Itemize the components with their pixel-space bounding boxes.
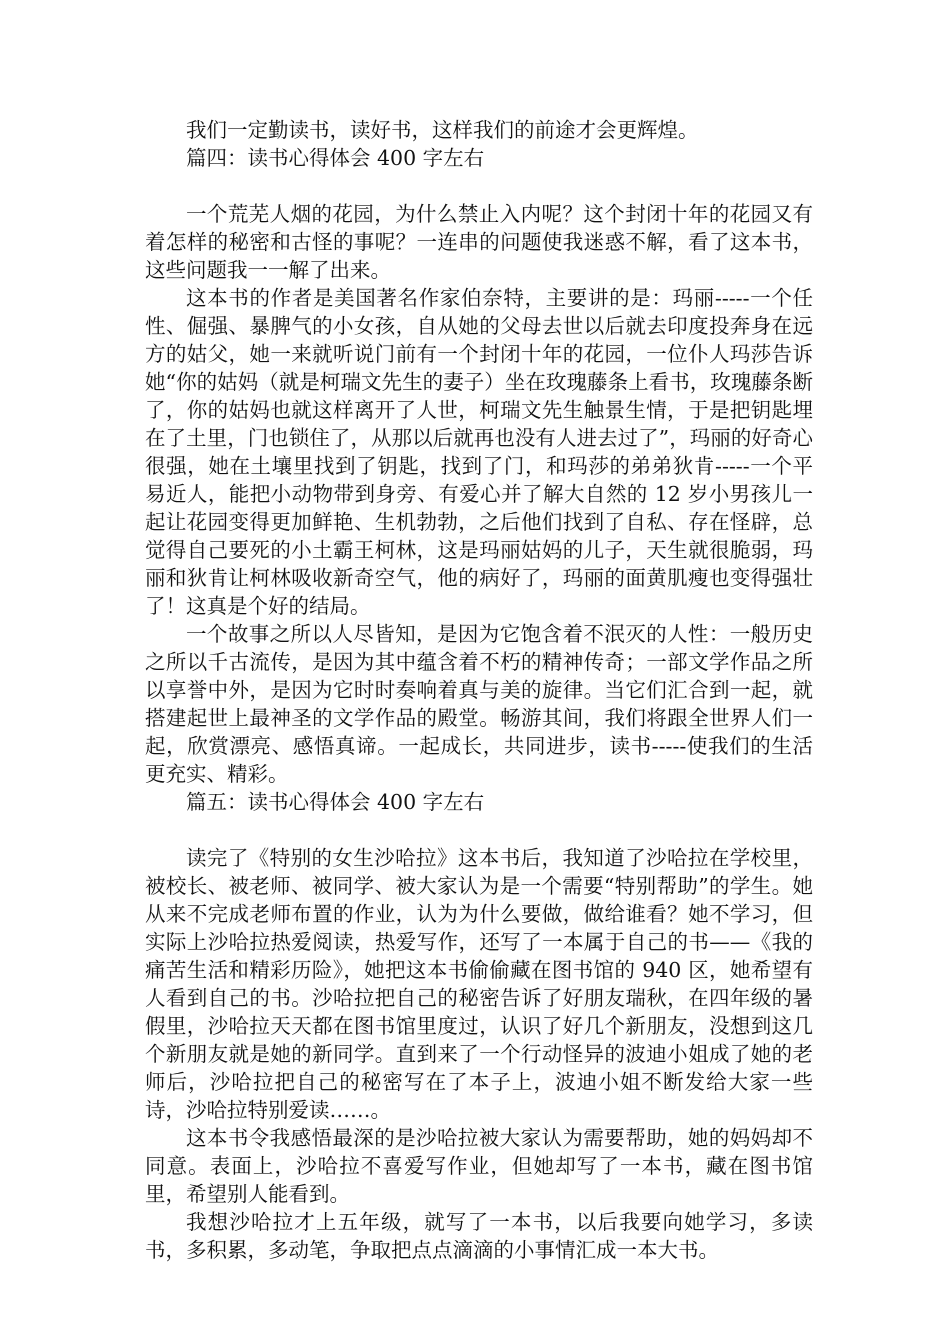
section5-heading: 篇五：读书心得体会 400 字左右 xyxy=(186,790,485,814)
section4-paragraph-2: 这本书的作者是美国著名作家伯奈特，主要讲的是：玛丽-----一个任性、倔强、暴脾气的小女孩，自从她的父母去世以后就去印度投奔身在远方的姑父，她一来就听说门前有一个封闭十年的花园，一位仆人玛莎告诉她“你的姑妈（就是柯瑞文先生的妻子）坐在玫瑰藤条上看书，玫瑰藤条断了，你的姑妈也就这样离开了人世，柯瑞文先生触景生情，于是把钥匙埋在了土里，门也锁住了，从那以后就再也没有人进去过了”，玛丽的好奇心很强，她在土壤里找到了钥匙，找到了门，和玛莎的弟弟狄肯-----一个平易近人，能把小动物带到身旁、有爱心并了解大自然的 12 岁小男孩儿一起让花园变得更加鲜艳、生机勃勃，之后他们找到了自私、存在怪辟，总觉得自己要死的小土霸王柯林，这是玛丽姑妈的儿子，天生就很脆弱，玛丽和狄肯让柯林吸收新奇空气，他的病好了，玛丽的面黄肌瘦也变得强壮了！这真是个好的结局。 xyxy=(145,286,813,618)
section5-paragraph-3: 我想沙哈拉才上五年级，就写了一本书，以后我要向她学习，多读书，多积累，多动笔，争取把点点滴滴的小事情汇成一本大书。 xyxy=(145,1210,813,1262)
section4-paragraph-3: 一个故事之所以人尽皆知，是因为它饱含着不泯灭的人性：一般历史之所以千古流传，是因为其中蕴含着不朽的精神传奇；一部文学作品之所以享誉中外，是因为它时时奏响着真与美的旋律。当它们汇合到一起，就搭建起世上最神圣的文学作品的殿堂。畅游其间，我们将跟全世界人们一起，欣赏漂亮、感悟真谛。一起成长，共同进步，读书-----使我们的生活更充实、精彩。 xyxy=(145,622,813,786)
opening-line: 我们一定勤读书，读好书，这样我们的前途才会更辉煌。 xyxy=(186,118,699,142)
section4-heading: 篇四：读书心得体会 400 字左右 xyxy=(186,146,485,170)
blank-line xyxy=(145,816,813,844)
section5-paragraph-1: 读完了《特别的女生沙哈拉》这本书后，我知道了沙哈拉在学校里，被校长、被老师、被同学、被大家认为是一个需要“特别帮助”的学生。她从来不完成老师布置的作业，认为为什么要做，做给谁看？她不学习，但实际上沙哈拉热爱阅读，热爱写作，还写了一本属于自己的书——《我的痛苦生活和精彩历险》，她把这本书偷偷藏在图书馆的 940 区，她希望有人看到自己的书。沙哈拉把自己的秘密告诉了好朋友瑞秋，在四年级的暑假里，沙哈拉天天都在图书馆里度过，认识了好几个新朋友，没想到这几个新朋友就是她的新同学。直到来了一个行动怪异的波迪小姐成了她的老师后，沙哈拉把自己的秘密写在了本子上，波迪小姐不断发给大家一些诗，沙哈拉特别爱读……。 xyxy=(145,846,813,1122)
blank-line xyxy=(145,172,813,200)
section4-paragraph-1: 一个荒芜人烟的花园，为什么禁止入内呢？这个封闭十年的花园又有着怎样的秘密和古怪的事呢？一连串的问题使我迷惑不解，看了这本书，这些问题我一一解了出来。 xyxy=(145,202,813,282)
section5-paragraph-2: 这本书令我感悟最深的是沙哈拉被大家认为需要帮助，她的妈妈却不同意。表面上，沙哈拉不喜爱写作业，但她却写了一本书，藏在图书馆里，希望别人能看到。 xyxy=(145,1126,813,1206)
document-body xyxy=(145,116,813,1264)
